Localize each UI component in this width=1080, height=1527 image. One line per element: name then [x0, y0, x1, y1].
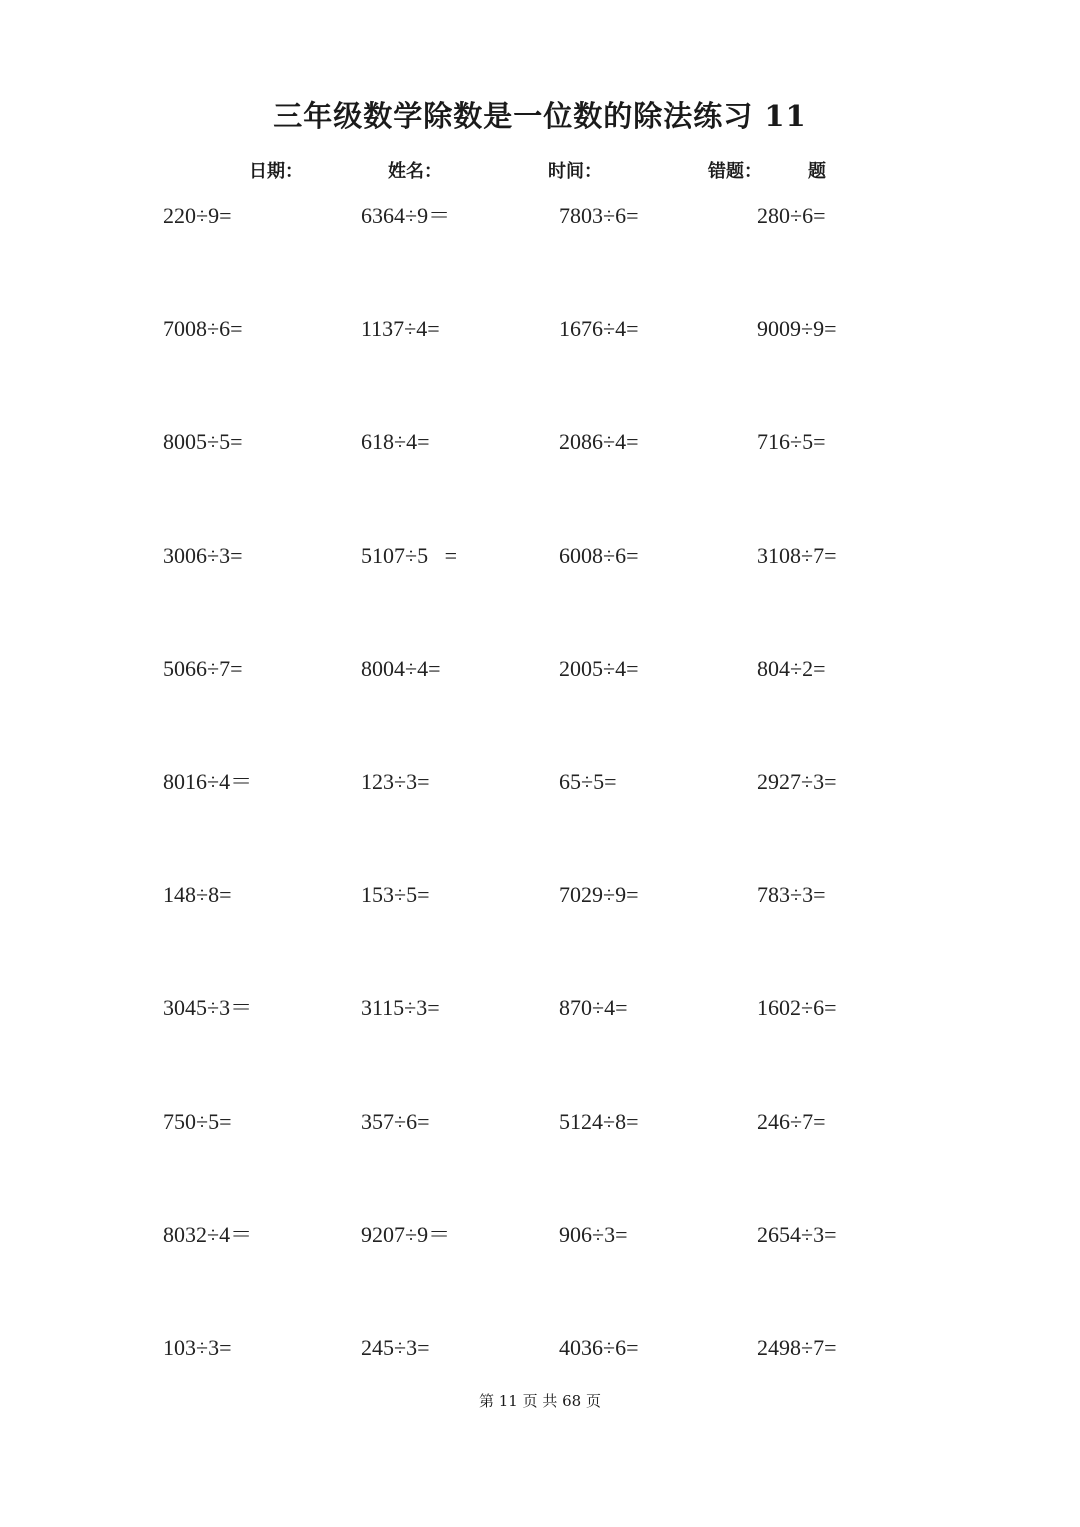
- division-problem: 8016÷4＝: [163, 769, 253, 794]
- division-problem: 906÷3=: [559, 1222, 628, 1247]
- division-problem: 357÷6=: [361, 1109, 430, 1134]
- division-problem: 6008÷6=: [559, 543, 639, 568]
- worksheet-title: 三年级数学除数是一位数的除法练习 11: [273, 99, 807, 133]
- division-problem: 1602÷6=: [757, 995, 837, 1020]
- division-problem: 783÷3=: [757, 882, 826, 907]
- division-problem: 716÷5=: [757, 429, 826, 454]
- division-problem: 9207÷9＝: [361, 1222, 451, 1247]
- division-problem: 8032÷4＝: [163, 1222, 253, 1247]
- division-problem: 3045÷3＝: [163, 995, 253, 1020]
- division-problem: 3006÷3=: [163, 543, 243, 568]
- division-problem: 153÷5=: [361, 882, 430, 907]
- division-problem: 2005÷4=: [559, 656, 639, 681]
- errors-label: 错题：: [708, 161, 762, 182]
- division-problem: 103÷3=: [163, 1335, 232, 1360]
- division-problem: 8004÷4=: [361, 656, 441, 681]
- division-problem: 1676÷4=: [559, 316, 639, 341]
- division-problem: 220÷9=: [163, 203, 232, 228]
- division-problem: 280÷6=: [757, 203, 826, 228]
- division-problem: 1137÷4=: [361, 316, 440, 341]
- division-problem: 148÷8=: [163, 882, 232, 907]
- page-footer: 第 11 页 共 68 页: [478, 1392, 601, 1410]
- time-label: 时间：: [548, 161, 602, 182]
- division-problem: 246÷7=: [757, 1109, 826, 1134]
- division-problem: 618÷4=: [361, 429, 430, 454]
- name-label: 姓名：: [388, 161, 442, 182]
- division-problem: 6364÷9＝: [361, 203, 451, 228]
- division-problem: 5066÷7=: [163, 656, 243, 681]
- division-problem: 2498÷7=: [757, 1335, 837, 1360]
- division-problem: 5124÷8=: [559, 1109, 639, 1134]
- division-problem: 2086÷4=: [559, 429, 639, 454]
- division-problem: 7803÷6=: [559, 203, 639, 228]
- division-problem: 65÷5=: [559, 769, 617, 794]
- date-label: 日期：: [249, 161, 303, 182]
- division-problem: 870÷4=: [559, 995, 628, 1020]
- division-problem: 2654÷3=: [757, 1222, 837, 1247]
- division-problem: 9009÷9=: [757, 316, 837, 341]
- division-problem: 5107÷5 =: [361, 543, 457, 568]
- division-problem: 7029÷9=: [559, 882, 639, 907]
- division-problem: 4036÷6=: [559, 1335, 639, 1360]
- division-problem: 7008÷6=: [163, 316, 243, 341]
- division-problem: 3108÷7=: [757, 543, 837, 568]
- division-problem: 2927÷3=: [757, 769, 837, 794]
- division-problem: 750÷5=: [163, 1109, 232, 1134]
- division-problem: 245÷3=: [361, 1335, 430, 1360]
- errors-unit: 题: [808, 161, 826, 182]
- division-problem: 804÷2=: [757, 656, 826, 681]
- division-problem: 3115÷3=: [361, 995, 440, 1020]
- division-problem: 8005÷5=: [163, 429, 243, 454]
- division-problem: 123÷3=: [361, 769, 430, 794]
